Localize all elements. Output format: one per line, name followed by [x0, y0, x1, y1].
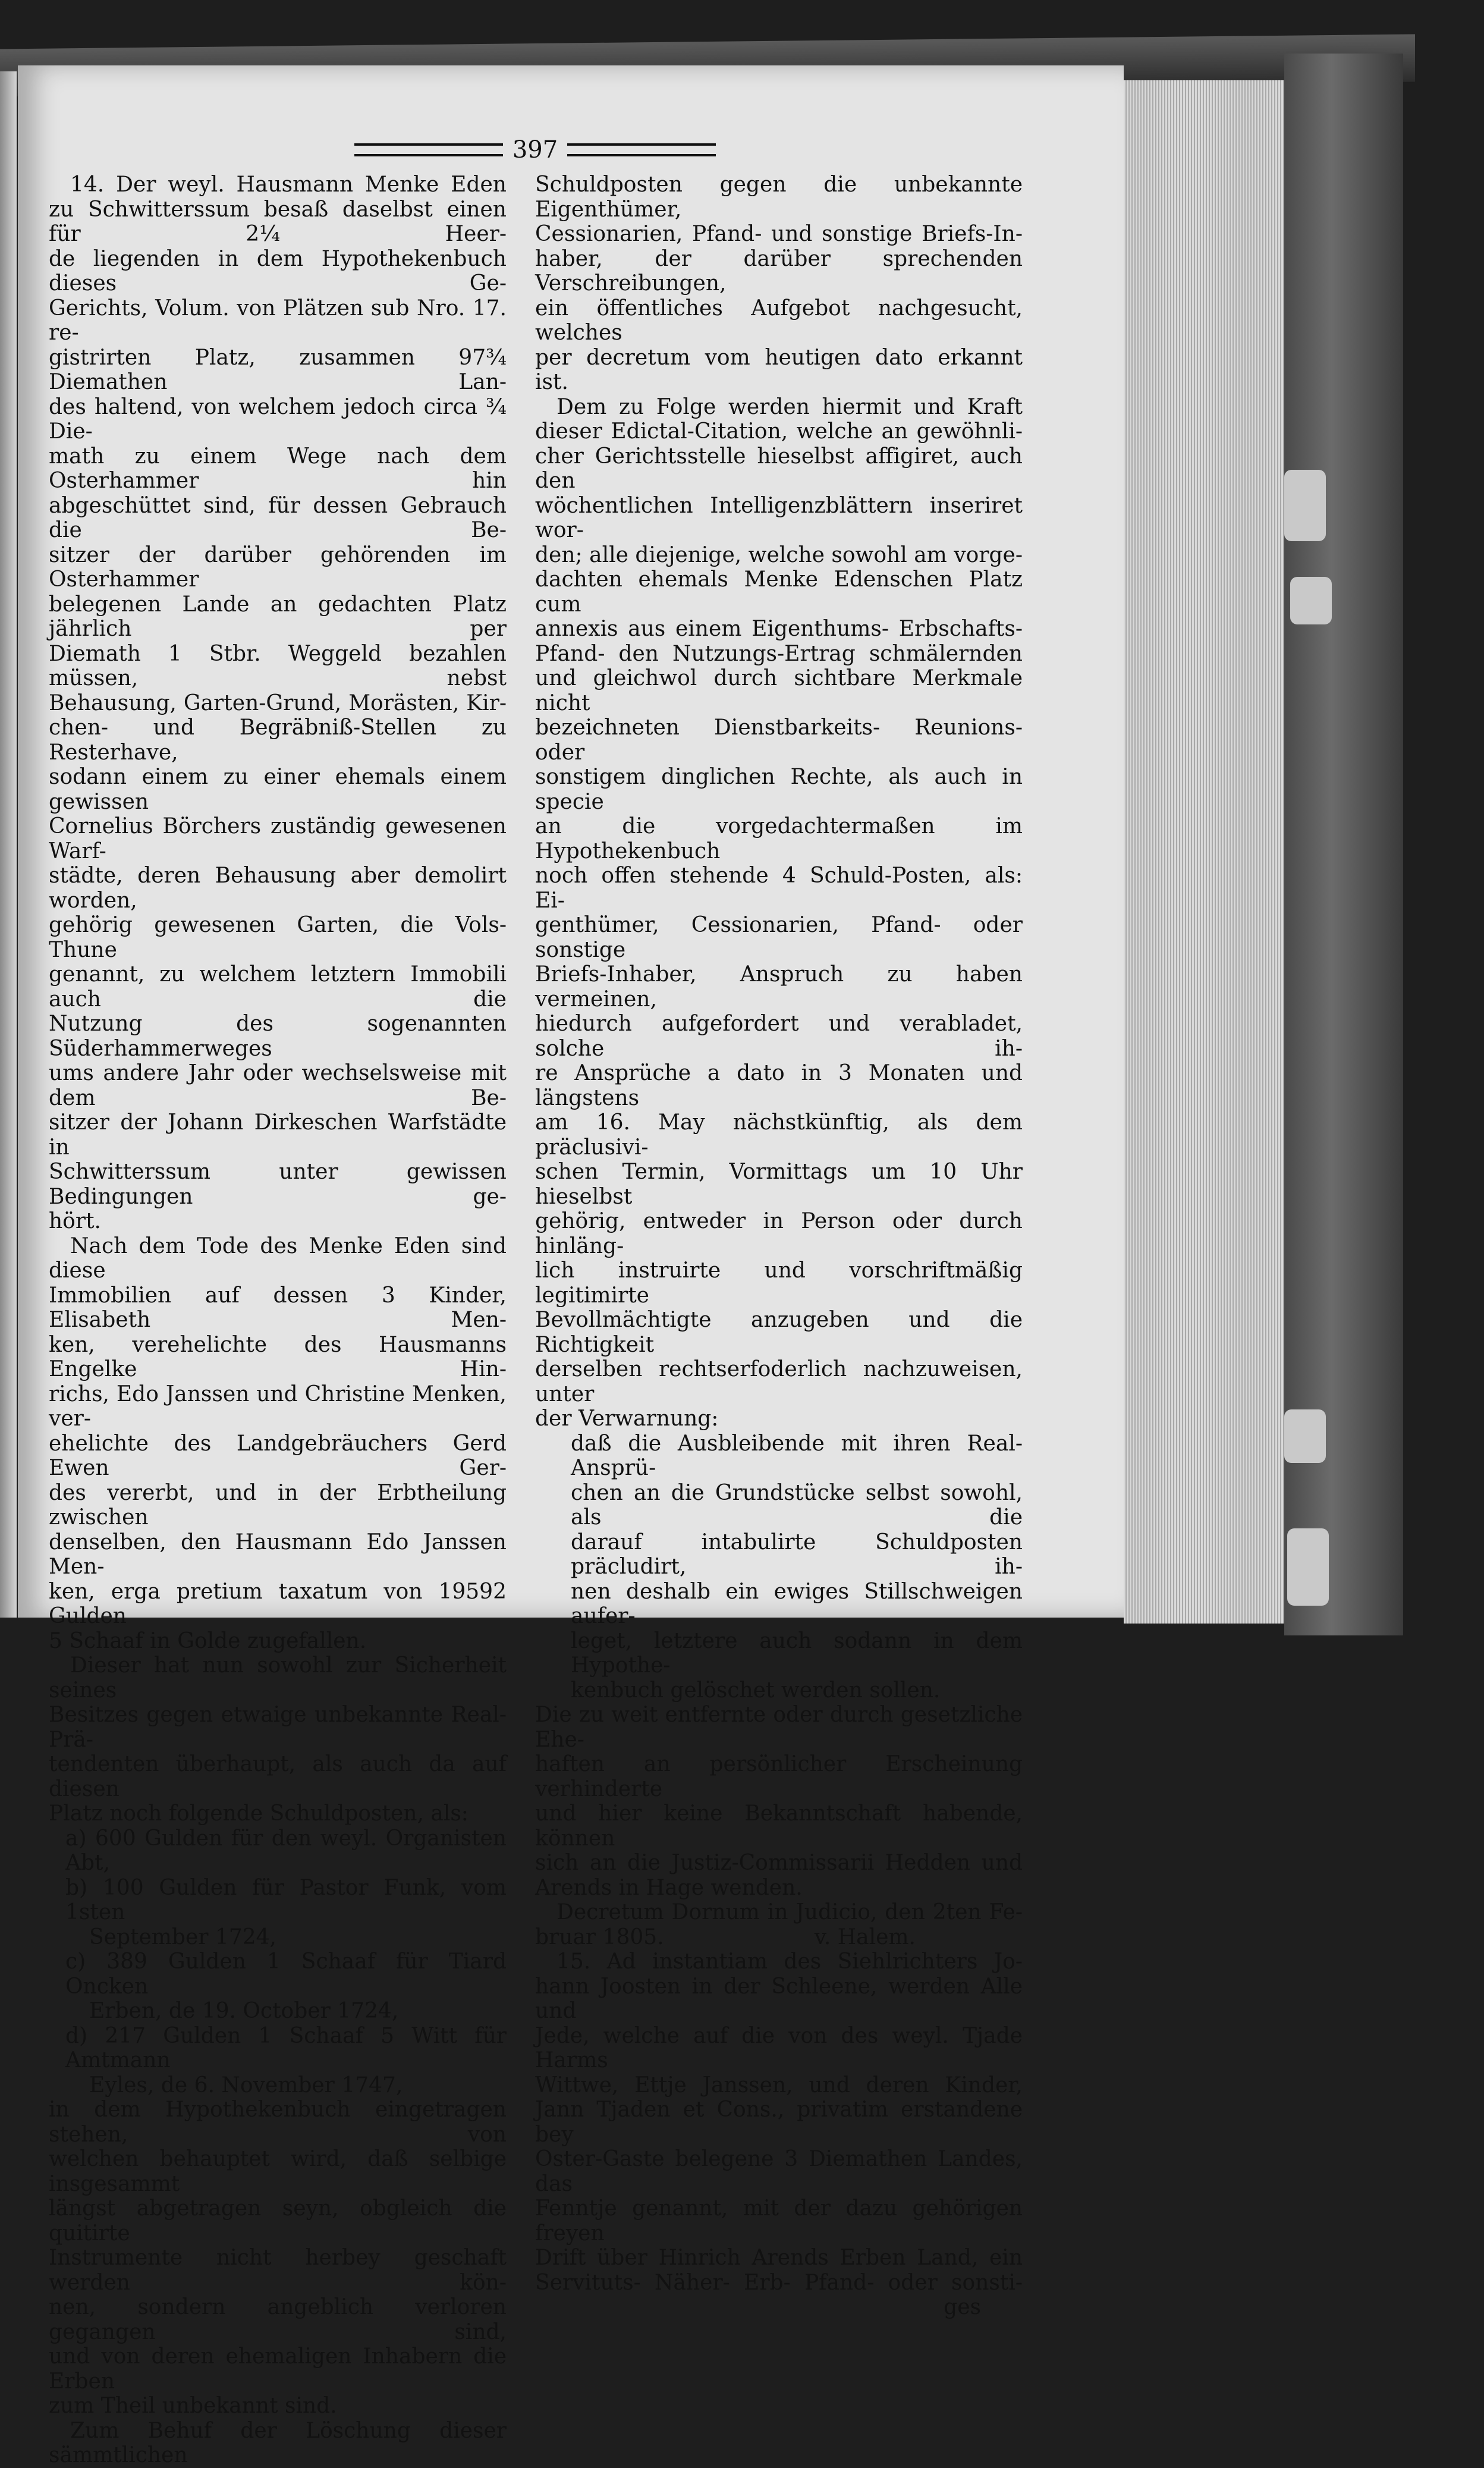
- text-line: dachten ehemals Menke Edenschen Platz cum: [535, 567, 1023, 617]
- cover-tear: [1284, 1409, 1326, 1463]
- text-line: math zu einem Wege nach dem Osterhammer hin: [49, 444, 507, 493]
- text-line: ken, erga pretium taxatum von 19592 Gulden: [49, 1579, 507, 1628]
- text-line: ken, verehelichte des Hausmanns Engelke Hin-: [49, 1332, 507, 1381]
- cover-tear: [1287, 1528, 1329, 1606]
- text-line: sitzer der Johann Dirkeschen Warfstädte in: [49, 1110, 507, 1160]
- text-line: lich instruirte und vorschriftmäßig legitimirte: [535, 1258, 1023, 1308]
- book-cover-side: [1284, 54, 1403, 1635]
- text-line: tendenten überhaupt, als auch da auf diesen: [49, 1752, 507, 1801]
- text-line: ehelichte des Landgebräuchers Gerd Ewen Ger-: [49, 1431, 507, 1480]
- text-line: sodann einem zu einer ehemals einem gewissen: [49, 765, 507, 814]
- text-line: den; alle diejenige, welche sowohl am vorge-: [535, 542, 1023, 567]
- left-column: [49, 172, 507, 2468]
- text-line: haber, der darüber sprechenden Verschreibungen,: [535, 246, 1023, 296]
- text-line: Dieser hat nun sowohl zur Sicherheit seines: [49, 1653, 507, 1703]
- signature: v. Halem.: [814, 1924, 916, 1949]
- text-line: ein öffentliches Aufgebot nachgesucht, welches: [535, 296, 1023, 345]
- text-line: Dem zu Folge werden hiermit und Kraft: [556, 394, 1023, 419]
- list-item: Eyles, de 6. November 1747,: [89, 2073, 403, 2098]
- text-line: Instrumente nicht herbey geschaft werden kön-: [49, 2246, 507, 2295]
- date-signature-line: [535, 1925, 1023, 1950]
- list-item: d) 217 Gulden 1 Schaaf 5 Witt für Amtmann: [65, 2023, 507, 2073]
- text-line: Schwitterssum unter gewissen Bedingungen ge-: [49, 1160, 507, 1209]
- text-line: hiedurch aufgefordert und verabladet, solche ih-: [535, 1012, 1023, 1061]
- text-line: daß die Ausbleibende mit ihren Real-Ansprü-: [571, 1431, 1023, 1480]
- text-line: zum Theil unbekannt sind.: [49, 2394, 337, 2418]
- text-line: nen deshalb ein ewiges Stillschweigen aufer-: [571, 1579, 1023, 1628]
- text-line: wöchentlichen Intelligenzblättern inseriret wor-: [535, 493, 1023, 542]
- text-line: annexis aus einem Eigenthums- Erbschafts-: [535, 617, 1023, 641]
- text-line: re Ansprüche a dato in 3 Monaten und längstens: [535, 1061, 1023, 1110]
- text-line: abgeschüttet sind, für dessen Gebrauch die Be-: [49, 493, 507, 542]
- text-line: gehörig, entweder in Person oder durch hinläng-: [535, 1209, 1023, 1258]
- text-line: leget, letztere auch sodann in dem Hypothe-: [571, 1628, 1023, 1678]
- text-line: Pfand- den Nutzungs-Ertrag schmälernden: [535, 641, 1023, 666]
- text-line: dieser Edictal-Citation, welche an gewöhnli-: [535, 419, 1023, 444]
- text-line: Briefs-Inhaber, Anspruch zu haben vermeinen,: [535, 962, 1023, 1012]
- text-line: und gleichwol durch sichtbare Merkmale nicht: [535, 666, 1023, 715]
- text-line: bezeichneten Dienstbarkeits- Reunions- oder: [535, 715, 1023, 765]
- text-line: Besitzes gegen etwaige unbekannte Real-Prä-: [49, 1703, 507, 1752]
- text-line: Oster-Gaste belegene 3 Diemathen Landes, das: [535, 2147, 1023, 2196]
- text-line: Drift über Hinrich Arends Erben Land, ein: [535, 2246, 1023, 2270]
- text-line: Behausung, Garten-Grund, Morästen, Kir-: [49, 690, 507, 715]
- text-line: des vererbt, und in der Erbtheilung zwischen: [49, 1480, 507, 1530]
- text-line: 14. Der weyl. Hausmann Menke Eden: [70, 172, 507, 197]
- list-item: Erben, de 19. October 1724,: [89, 1999, 399, 2023]
- text-line: Wittwe, Ettje Janssen, und deren Kinder,: [535, 2073, 1023, 2098]
- text-line: und hier keine Bekanntschaft habende, können: [535, 1801, 1023, 1851]
- text-line: zu Schwitterssum besaß daselbst einen für 2¼ Heer-: [49, 197, 507, 246]
- page-number: 397: [512, 136, 558, 164]
- text-line: chen- und Begräbniß-Stellen zu Resterhave,: [49, 715, 507, 765]
- text-line: Die zu weit entfernte oder durch gesetzliche Ehe-: [535, 1703, 1023, 1752]
- date-text: bruar 1805.: [535, 1924, 664, 1949]
- text-line: Nutzung des sogenannten Süderhammerweges: [49, 1012, 507, 1061]
- list-item: c) 389 Gulden 1 Schaaf für Tiard Oncken: [65, 1949, 507, 1999]
- text-line: Immobilien auf dessen 3 Kinder, Elisabeth Men-: [49, 1283, 507, 1332]
- text-line: Schuldposten gegen die unbekannte Eigenthümer,: [535, 172, 1023, 222]
- header-rule-right: [567, 143, 716, 156]
- text-line: welchen behauptet wird, daß selbige insgesammt: [49, 2147, 507, 2196]
- text-line: des haltend, von welchem jedoch circa ¾ Die-: [49, 394, 507, 444]
- page-edges: [1124, 80, 1284, 1624]
- cover-tear: [1284, 470, 1326, 541]
- text-line: haften an persönlicher Erscheinung verhinderte: [535, 1752, 1023, 1801]
- cover-tear: [1290, 577, 1332, 624]
- text-line: Cornelius Börchers zuständig gewesenen Warf-: [49, 814, 507, 864]
- header-rule-left: [354, 143, 503, 156]
- text-line: Arends in Hage wenden.: [535, 1875, 803, 1900]
- text-line: per decretum vom heutigen dato erkannt ist.: [535, 345, 1023, 394]
- text-line: schen Termin, Vormittags um 10 Uhr hieselbst: [535, 1160, 1023, 1209]
- text-line: genthümer, Cessionarien, Pfand- oder sonstige: [535, 913, 1023, 962]
- text-line: Gerichts, Volum. von Plätzen sub Nro. 17. re-: [49, 296, 507, 345]
- text-line: in dem Hypothekenbuch eingetragen stehen, von: [49, 2098, 507, 2147]
- text-line: cher Gerichtsstelle hieselbst affigiret, auch den: [535, 444, 1023, 493]
- text-line: sitzer der darüber gehörenden im Osterhammer: [49, 542, 507, 592]
- text-line: Nach dem Tode des Menke Eden sind diese: [49, 1233, 507, 1283]
- text-line: noch offen stehende 4 Schuld-Posten, als: Ei-: [535, 864, 1023, 913]
- text-line: und von deren ehemaligen Inhabern die Erben: [49, 2344, 507, 2394]
- text-line: Platz noch folgende Schuldposten, als:: [49, 1801, 469, 1826]
- text-line: gehörig gewesenen Garten, die Vols-Thune: [49, 913, 507, 962]
- text-line: Zum Behuf der Löschung dieser sämmtlichen: [49, 2418, 507, 2467]
- text-line: sonstigem dinglichen Rechte, als auch in specie: [535, 765, 1023, 814]
- text-line: derselben rechtserfoderlich nachzuweisen, unter: [535, 1357, 1023, 1406]
- text-line: Cessionarien, Pfand- und sonstige Briefs-In-: [535, 222, 1023, 246]
- text-line: Fenntje genannt, mit der dazu gehörigen freyen: [535, 2196, 1023, 2246]
- right-column: [535, 172, 1023, 2320]
- text-line: städte, deren Behausung aber demolirt worden,: [49, 864, 507, 913]
- text-line: 15. Ad instantiam des Siehlrichters Jo-: [556, 1949, 1023, 1974]
- left-page-edge: [0, 71, 17, 1618]
- text-line: der Verwarnung:: [535, 1406, 719, 1431]
- text-line: nen, sondern angeblich verloren gegangen sind,: [49, 2295, 507, 2344]
- text-line: Bevollmächtigte anzugeben und die Richtigkeit: [535, 1308, 1023, 1357]
- text-line: belegenen Lande an gedachten Platz jährlich per: [49, 592, 507, 641]
- text-line: hört.: [49, 1209, 101, 1233]
- text-line: an die vorgedachtermaßen im Hypothekenbuch: [535, 814, 1023, 864]
- text-line: Decretum Dornum in Judicio, den 2ten Fe-: [556, 1900, 1023, 1924]
- text-line: Jede, welche auf die von des weyl. Tjade Harms: [535, 2023, 1023, 2073]
- list-item: a) 600 Gulden für den weyl. Organisten Abt,: [65, 1826, 507, 1875]
- text-line: richs, Edo Janssen und Christine Menken, ver-: [49, 1381, 507, 1431]
- text-line: hann Joosten in der Schleene, werden Alle und: [535, 1974, 1023, 2023]
- text-line: Jann Tjaden et Cons., privatim erstandene bey: [535, 2098, 1023, 2147]
- text-line: gistrirten Platz, zusammen 97¾ Diemathen Lan-: [49, 345, 507, 394]
- catchword: ges: [944, 2295, 981, 2319]
- text-line: ums andere Jahr oder wechselsweise mit dem Be-: [49, 1061, 507, 1110]
- list-item: b) 100 Gulden für Pastor Funk, vom 1sten: [65, 1875, 507, 1924]
- text-line: genannt, zu welchem letztern Immobili auch die: [49, 962, 507, 1012]
- text-line: Servituts- Näher- Erb- Pfand- oder sonsti-: [535, 2270, 1023, 2295]
- text-line: sich an die Justiz-Commissarii Hedden und: [535, 1851, 1023, 1875]
- list-item: September 1724,: [89, 1924, 276, 1949]
- text-line: chen an die Grundstücke selbst sowohl, als die: [571, 1480, 1023, 1530]
- text-line: Diemath 1 Stbr. Weggeld bezahlen müssen, nebst: [49, 641, 507, 690]
- text-line: 5 Schaaf in Golde zugefallen.: [49, 1628, 367, 1653]
- text-line: de liegenden in dem Hypothekenbuch dieses Ge-: [49, 246, 507, 296]
- text-line: längst abgetragen seyn, obgleich die quitirte: [49, 2196, 507, 2246]
- text-line: kenbuch gelöschet werden sollen.: [571, 1678, 941, 1703]
- text-line: denselben, den Hausmann Edo Janssen Men-: [49, 1530, 507, 1579]
- text-line: am 16. May nächstkünftig, als dem präclusivi-: [535, 1110, 1023, 1160]
- text-line: darauf intabulirte Schuldposten präcludirt, ih-: [571, 1530, 1023, 1579]
- page-header: [345, 132, 725, 168]
